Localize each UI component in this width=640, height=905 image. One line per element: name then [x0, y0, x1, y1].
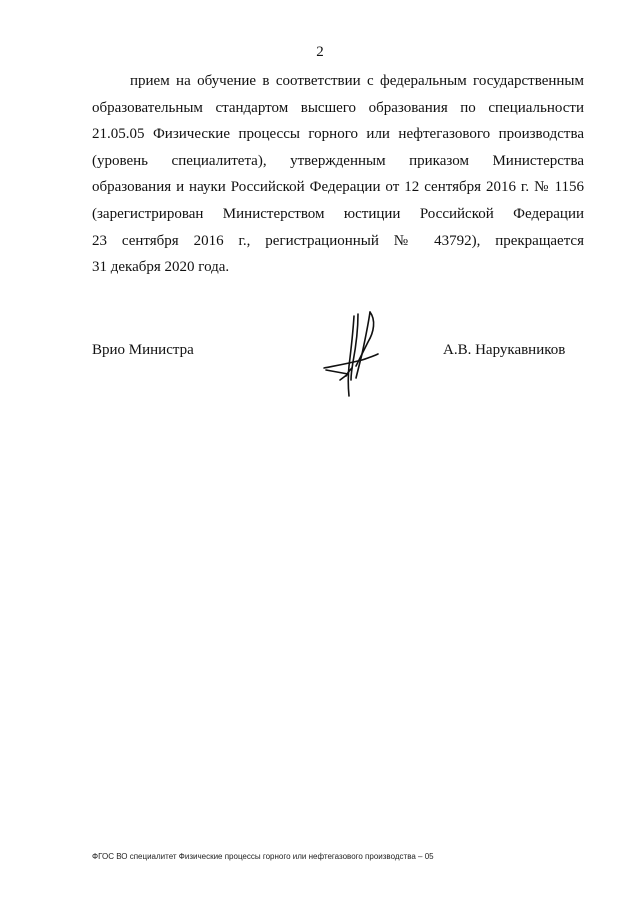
body-line: (зарегистрирован Министерством юстиции Российской Федерации	[92, 205, 584, 222]
signatory-name: А.В. Нарукавников	[443, 342, 566, 358]
body-line: 31 декабря 2020 года.	[92, 259, 230, 276]
body-line: (уровень специалитета), утвержденным приказом Министерства	[92, 152, 584, 169]
body-line: прием на обучение в соответствии с федеральным государственным	[130, 73, 584, 89]
signatory-role: Врио Министра	[92, 342, 194, 358]
body-line: 23 сентября 2016 г., регистрационный № 43792), прекращается	[92, 232, 584, 249]
body-line: образовательным стандартом высшего образования по специальности	[92, 99, 584, 116]
document-footer: ФГОС ВО специалитет Физические процессы горного или нефтегазового производства – 05	[92, 852, 434, 861]
body-line: 21.05.05 Физические процессы горного или нефтегазового производства	[92, 126, 584, 143]
handwritten-signature	[318, 310, 388, 398]
body-paragraph	[92, 68, 584, 281]
body-line: образования и науки Российской Федерации от 12 сентября 2016 г. № 1156	[92, 179, 584, 196]
page-number: 2	[316, 44, 324, 60]
